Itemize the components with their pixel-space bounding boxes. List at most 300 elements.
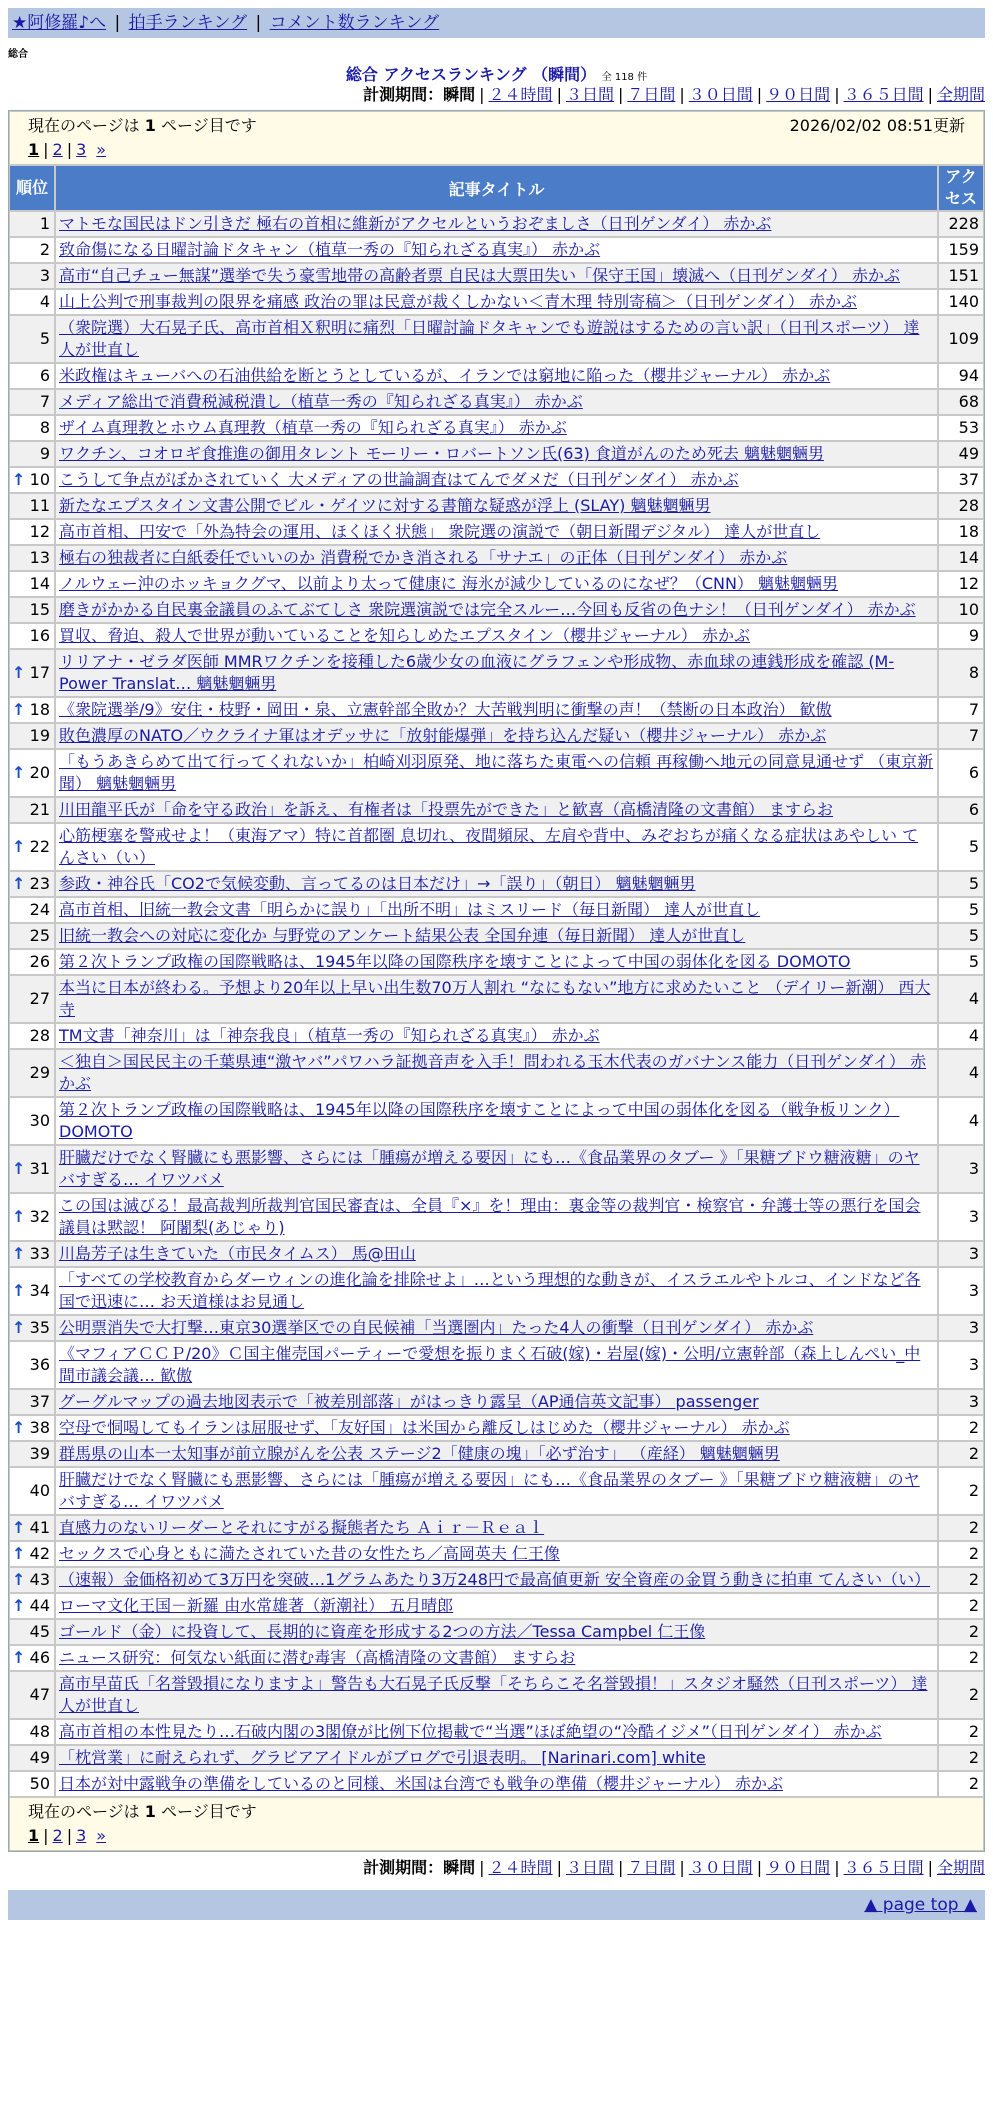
rank-up-arrow-icon: ↑ (12, 1596, 26, 1615)
rank-cell (9, 363, 55, 389)
rank-up-arrow-icon: ↑ (12, 700, 26, 719)
access-count: 2 (938, 1441, 984, 1467)
article-title-link[interactable]: 《マフィアＣＣＰ/20》Ｃ国主催売国パーティーで愛想を振りまく石破(嫁)・岩屋(嫁)・公明/立憲幹部（森上しんぺい_中間市議会議… 歓傲 (59, 1344, 921, 1385)
rank-cell (9, 949, 55, 975)
rank-number: 11 (29, 496, 50, 515)
article-title-link[interactable]: セックスで心身ともに満たされていた昔の女性たち／高岡英夫 仁王像 (59, 1544, 560, 1563)
rank-number: 27 (29, 989, 50, 1008)
ranking-title-text: 総合 アクセスランキング （瞬間） (345, 65, 597, 84)
rank-cell (9, 1097, 55, 1145)
article-title-link[interactable]: 肝臓だけでなく腎臓にも悪影響、さらには「腫瘍が増える要因」にも…《食品業界のタブー 》「果糖ブドウ糖液糖」のヤバすぎる… イワツバメ (59, 1148, 920, 1189)
comment-ranking-link[interactable]: コメント数ランキング (269, 13, 440, 33)
article-title-link[interactable]: （速報）金価格初めて3万円を突破…1グラムあたり3万248円で最高値更新 安全資産の金買う動きに拍車 てんさい（い） (59, 1570, 931, 1589)
title-cell (55, 923, 938, 949)
article-title-link[interactable]: 山上公判で刑事裁判の限界を痛感 政治の罪は民意が裁くしかない＜青木理 特別寄稿＞（日刊ゲンダイ） 赤かぶ (59, 292, 857, 311)
table-row (9, 797, 984, 823)
article-title-link[interactable]: グーグルマップの過去地図表示で「被差別部落」がはっきり露呈（AP通信英文記事） passenger (59, 1392, 759, 1411)
rank-cell (9, 749, 55, 797)
title-cell (55, 871, 938, 897)
rank-number: 8 (39, 418, 50, 437)
access-count: 3 (938, 1241, 984, 1267)
article-title-link[interactable]: 旧統一教会への対応に変化か 与野党のアンケート結果公表 全国弁連（毎日新聞） 達人が世直し (59, 926, 746, 945)
rank-up-arrow-icon: ↑ (12, 1207, 26, 1226)
rank-cell (9, 467, 55, 493)
rank-cell (9, 1593, 55, 1619)
rank-number: 44 (29, 1596, 50, 1615)
article-title-link[interactable]: 「枕営業」に耐えられず、グラビアアイドルがブログで引退表明。 [Narinari.com] white (59, 1748, 706, 1767)
access-count: 2 (938, 1745, 984, 1771)
pager-next-link[interactable]: » (96, 1826, 107, 1845)
table-row (9, 1771, 984, 1797)
rank-cell (9, 923, 55, 949)
rank-cell (9, 1567, 55, 1593)
article-title-link[interactable]: ワクチン、コオロギ食推進の御用タレント モーリー・ロバートソン氏(63) 食道がんのため死去 魑魅魍魎男 (59, 444, 824, 463)
rank-cell (9, 519, 55, 545)
title-cell (55, 289, 938, 315)
article-title-link[interactable]: マトモな国民はドン引きだ 極右の首相に維新がアクセルというおぞましさ（日刊ゲンダイ） 赤かぶ (59, 214, 772, 233)
nav-separator: | (114, 13, 121, 33)
title-cell (55, 493, 938, 519)
top-nav-bar (8, 8, 985, 38)
rank-number: 26 (29, 952, 50, 971)
rank-up-arrow-icon: ↑ (12, 470, 26, 489)
table-row (9, 545, 984, 571)
article-title-link[interactable]: 公明票消失で大打撃…東京30選挙区での自民候補「当選圏内」たった4人の衝撃（日刊ゲンダイ） 赤かぶ (59, 1318, 814, 1337)
period-separator: | (556, 85, 562, 104)
table-row (9, 571, 984, 597)
access-count: 2 (938, 1415, 984, 1441)
ranking-title (0, 62, 993, 85)
pager-separator: | (43, 140, 49, 159)
rank-cell (9, 1467, 55, 1515)
rank-number: 16 (29, 626, 50, 645)
access-count: 2 (938, 1619, 984, 1645)
table-row (9, 493, 984, 519)
access-count: 3 (938, 1315, 984, 1341)
article-title-link[interactable]: この国は滅びる！最高裁判所裁判官国民審査は、全員『×』を！理由：裏金等の裁判官・検察官・弁護士等の悪行を国会議員は黙認！ 阿闍梨(あじゃり) (59, 1196, 921, 1237)
home-link[interactable]: ★阿修羅♪へ (12, 13, 107, 33)
article-title-link[interactable]: （衆院選）大石晃子氏、高市首相Ｘ釈明に痛烈「日曜討論ドタキャンでも遊説はするための言い訳」（日刊スポーツ） 達人が世直し (59, 318, 920, 359)
rank-cell (9, 545, 55, 571)
rank-number: 49 (29, 1748, 50, 1767)
rank-cell (9, 1719, 55, 1745)
table-row (9, 1515, 984, 1541)
access-count: 3 (938, 1193, 984, 1241)
article-title-link[interactable]: ニュース研究：何気ない紙面に潜む毒害（高橋清隆の文書館） ますらお (59, 1648, 576, 1667)
article-title-link[interactable]: 「もうあきらめて出て行ってくれないか」柏崎刈羽原発、地に落ちた東電への信頼 再稼働へ地元の同意見通せず （東京新聞） 魑魅魍魎男 (59, 752, 934, 793)
rank-number: 20 (29, 763, 50, 782)
article-title-link[interactable]: ローマ文化王国－新羅 由水常雄著（新潮社） 五月晴郎 (59, 1596, 454, 1615)
rank-cell (9, 1049, 55, 1097)
period-separator: | (617, 1858, 624, 1877)
rank-cell (9, 1315, 55, 1341)
period-separator: | (927, 85, 933, 104)
article-title-link[interactable]: 心筋梗塞を警戒せよ！（東海アマ）特に首都圏 息切れ、夜間頻尿、左肩や背中、みぞおちが痛くなる症状はあやしい てんさい（い） (59, 826, 919, 867)
pager-page-link[interactable]: 2 (52, 140, 63, 159)
table-row (9, 289, 984, 315)
rank-cell (9, 897, 55, 923)
article-title-link[interactable]: ゴールド（金）に投資して、長期的に資産を形成する2つの方法／Tessa Campbel 仁王像 (59, 1622, 706, 1641)
table-row (9, 1049, 984, 1097)
title-column-header: 記事タイトル (55, 165, 938, 211)
rank-number: 50 (29, 1774, 50, 1793)
article-title-link[interactable]: 第２次トランプ政権の国際戦略は、1945年以降の国際秩序を壊すことによって中国の弱体化を図る DOMOTO (59, 952, 851, 971)
period-link[interactable]: ７日間 (627, 1858, 676, 1877)
pager-next-link[interactable]: » (96, 140, 107, 159)
title-cell (55, 623, 938, 649)
table-row (9, 923, 984, 949)
bottom-nav-bar (8, 1890, 985, 1920)
access-count: 109 (938, 315, 984, 363)
article-title-link[interactable]: ノルウェー沖のホッキョクグマ、以前より太って健康に 海氷が減少しているのになぜ？（CNN） 魑魅魍魎男 (59, 574, 839, 593)
period-separator: | (679, 85, 685, 104)
table-row (9, 1241, 984, 1267)
pager-page-link[interactable]: 2 (52, 1826, 63, 1845)
title-cell (55, 897, 938, 923)
title-cell (55, 723, 938, 749)
table-row (9, 467, 984, 493)
period-link[interactable]: ７日間 (627, 85, 676, 104)
table-row (9, 723, 984, 749)
table-row (9, 389, 984, 415)
title-cell (55, 1415, 938, 1441)
table-row (9, 363, 984, 389)
rank-number: 18 (29, 700, 50, 719)
rank-cell (9, 797, 55, 823)
pager-current-page: 1 (28, 140, 40, 159)
page-info-bottom (9, 1797, 984, 1851)
rank-up-arrow-icon: ↑ (12, 1518, 26, 1537)
table-row (9, 1023, 984, 1049)
table-row (9, 1415, 984, 1441)
rank-number: 1 (39, 214, 50, 233)
article-title-link[interactable]: 高市早苗氏「名誉毀損になりますよ」警告も大石晃子氏反撃「そちらこそ名誉毀損！」スタジオ騒然（日刊スポーツ） 達人が世直し (59, 1674, 928, 1715)
applause-ranking-link[interactable]: 拍手ランキング (128, 13, 248, 33)
title-cell (55, 211, 938, 237)
access-count: 2 (938, 1771, 984, 1797)
title-cell (55, 1541, 938, 1567)
title-cell (55, 1441, 938, 1467)
article-title-link[interactable]: 高市首相の本性見たり…石破内閣の3閣僚が比例下位掲載で“当選”ほぼ絶望の“冷酷イジメ”（日刊ゲンダイ） 赤かぶ (59, 1722, 882, 1741)
pager-page-link[interactable]: 3 (76, 1826, 87, 1845)
access-count: 12 (938, 571, 984, 597)
title-cell (55, 1049, 938, 1097)
table-row (9, 1441, 984, 1467)
rank-cell (9, 1515, 55, 1541)
category-label: 総合 (8, 49, 28, 60)
table-row (9, 315, 984, 363)
period-label: 計測期間： (363, 1858, 444, 1877)
title-cell (55, 263, 938, 289)
table-row (9, 1645, 984, 1671)
rank-number: 33 (29, 1244, 50, 1263)
table-row (9, 1671, 984, 1719)
rank-up-arrow-icon: ↑ (12, 1318, 26, 1337)
article-title-link[interactable]: 群馬県の山本一太知事が前立腺がんを公表 ステージ2「健康の塊」「必ず治す」 （産経） 魑魅魍魎男 (59, 1444, 780, 1463)
title-cell (55, 597, 938, 623)
title-cell (55, 1619, 938, 1645)
title-cell (55, 949, 938, 975)
access-count: 4 (938, 1097, 984, 1145)
access-count: 18 (938, 519, 984, 545)
rank-number: 9 (39, 444, 50, 463)
title-cell (55, 415, 938, 441)
article-title-link[interactable]: 高市首相、円安で「外為特会の運用、ほくほく状態」 衆院選の演説で（朝日新聞デジタル） 達人が世直し (59, 522, 821, 541)
table-row (9, 1315, 984, 1341)
article-title-link[interactable]: リリアナ・ゼラダ医師 MMRワクチンを接種した6歳少女の血液にグラフェンや形成物、赤血球の連銭形成を確認 (M-Power Translat… 魑魅魍魎男 (59, 652, 895, 693)
period-separator: | (679, 1858, 685, 1877)
period-selector-top (363, 85, 985, 105)
article-title-link[interactable]: 磨きがかかる自民裏金議員のふてぶてしさ 衆院選演説では完全スルー…今回も反省の色ナシ！（日刊ゲンダイ） 赤かぶ (59, 600, 916, 619)
rank-cell (9, 597, 55, 623)
table-row (9, 441, 984, 467)
rank-column-header: 順位 (9, 165, 55, 211)
period-link[interactable]: ２４時間 (488, 85, 553, 104)
rank-number: 6 (39, 366, 50, 385)
table-row (9, 897, 984, 923)
title-cell (55, 441, 938, 467)
period-separator: | (556, 1858, 562, 1877)
title-cell (55, 1515, 938, 1541)
rank-number: 41 (29, 1518, 50, 1537)
rank-cell (9, 1267, 55, 1315)
period-link[interactable]: 全期間 (936, 85, 985, 104)
article-title-link[interactable]: 川島芳子は生きていた（市民タイムス） 馬@田山 (59, 1244, 416, 1263)
article-title-link[interactable]: こうして争点がぼかされていく 大メディアの世論調査はてんでダメだ（日刊ゲンダイ） 赤かぶ (59, 470, 739, 489)
rank-number: 21 (29, 800, 50, 819)
page-status-text: 現在のページは 1 ページ目です (28, 1802, 257, 1821)
rank-number: 31 (29, 1159, 50, 1178)
table-row (9, 1619, 984, 1645)
article-title-link[interactable]: 「すべての学校教育からダーウィンの進化論を排除せよ」…という理想的な動きが、イスラエルやトルコ、インドなど各国で迅速に… お天道様はお見通し (59, 1270, 921, 1311)
rank-cell (9, 1619, 55, 1645)
title-cell (55, 1567, 938, 1593)
article-title-link[interactable]: 川田龍平氏が「命を守る政治」を訴え、有権者は「投票先ができた」と歓喜（高橋清隆の文書館） ますらお (59, 800, 834, 819)
article-title-link[interactable]: 新たなエプスタイン文書公開でビル・ゲイツに対する書簡な疑惑が浮上 (SLAY) 魑魅魍魎男 (59, 496, 711, 515)
rank-cell (9, 871, 55, 897)
rank-cell (9, 697, 55, 723)
rank-cell (9, 1441, 55, 1467)
period-link[interactable]: ３０日間 (688, 1858, 753, 1877)
rank-up-arrow-icon: ↑ (12, 1648, 26, 1667)
rank-number: 29 (29, 1063, 50, 1082)
article-title-link[interactable]: 第２次トランプ政権の国際戦略は、1945年以降の国際秩序を壊すことによって中国の弱体化を図る（戦争板リンク） DOMOTO (59, 1100, 900, 1141)
table-row (9, 823, 984, 871)
rank-cell (9, 263, 55, 289)
rank-up-arrow-icon: ↑ (12, 1418, 26, 1437)
table-row (9, 949, 984, 975)
rank-cell (9, 211, 55, 237)
title-cell (55, 1671, 938, 1719)
period-current: 瞬間 (443, 1858, 476, 1877)
title-cell (55, 1389, 938, 1415)
access-count: 140 (938, 289, 984, 315)
rank-cell (9, 1771, 55, 1797)
access-count: 4 (938, 1023, 984, 1049)
table-row (9, 519, 984, 545)
article-title-link[interactable]: TM文書「神奈川」は「神奈我良」（植草一秀の『知られざる真実』） 赤かぶ (59, 1026, 600, 1045)
title-cell (55, 749, 938, 797)
access-count: 68 (938, 389, 984, 415)
rank-number: 48 (29, 1722, 50, 1741)
period-link[interactable]: ３０日間 (688, 85, 753, 104)
access-count: 5 (938, 897, 984, 923)
total-count: 全 118 件 (601, 72, 648, 83)
page-top-link[interactable]: ▲ page top ▲ (864, 1895, 977, 1915)
article-title-link[interactable]: 日本が対中露戦争の準備をしているのと同様、米国は台湾でも戦争の準備（櫻井ジャーナル） 赤かぶ (59, 1774, 783, 1793)
rank-number: 46 (29, 1648, 50, 1667)
article-title-link[interactable]: メディア総出で消費税減税潰し（植草一秀の『知られざる真実』） 赤かぶ (59, 392, 583, 411)
rank-number: 23 (29, 874, 50, 893)
article-title-link[interactable]: 高市首相、旧統一教会文書「明らかに誤り」「出所不明」はミスリード（毎日新聞） 達人が世直し (59, 900, 761, 919)
title-cell (55, 797, 938, 823)
article-title-link[interactable]: 参政・神谷氏「CO2で気候変動、言ってるのは日本だけ」→「誤り」（朝日） 魑魅魍魎男 (59, 874, 696, 893)
access-count: 4 (938, 975, 984, 1023)
period-link[interactable]: ９０日間 (766, 85, 831, 104)
access-count: 3 (938, 1267, 984, 1315)
title-cell (55, 823, 938, 871)
period-selector-bottom (363, 1858, 985, 1878)
title-cell (55, 1315, 938, 1341)
access-count: 6 (938, 749, 984, 797)
period-link[interactable]: ３日間 (565, 1858, 614, 1877)
rank-cell (9, 823, 55, 871)
table-row (9, 649, 984, 697)
title-cell (55, 1145, 938, 1193)
table-row (9, 1193, 984, 1241)
table-row (9, 597, 984, 623)
period-separator: | (479, 85, 485, 104)
access-count: 3 (938, 1341, 984, 1389)
updated-timestamp: 2026/02/02 08:51更新 (789, 116, 965, 135)
title-cell (55, 1645, 938, 1671)
rank-number: 24 (29, 900, 50, 919)
period-separator: | (617, 85, 624, 104)
rank-cell (9, 1541, 55, 1567)
page-info-top (9, 111, 984, 165)
rank-number: 15 (29, 600, 50, 619)
article-title-link[interactable]: ＜独自＞国民民主の千葉県連“激ヤバ”パワハラ証拠音声を入手！問われる玉木代表のガバナンス能力（日刊ゲンダイ） 赤かぶ (59, 1052, 927, 1093)
access-count: 2 (938, 1515, 984, 1541)
title-cell (55, 1193, 938, 1241)
access-count: 4 (938, 1049, 984, 1097)
period-separator: | (756, 1858, 763, 1877)
title-cell (55, 1097, 938, 1145)
article-title-link[interactable]: 敗色濃厚のNATO／ウクライナ軍はオデッサに「放射能爆弾」を持ち込んだ疑い（櫻井ジャーナル） 赤かぶ (59, 726, 827, 745)
title-cell (55, 519, 938, 545)
rank-number: 36 (29, 1355, 50, 1374)
article-title-link[interactable]: 《衆院選挙/9》安住・枝野・岡田・泉、立憲幹部全敗か？大苦戦判明に衝撃の声！（禁断の日本政治） 歓傲 (59, 700, 832, 719)
access-count: 9 (938, 623, 984, 649)
rank-number: 39 (29, 1444, 50, 1463)
rank-cell (9, 1341, 55, 1389)
rank-up-arrow-icon: ↑ (12, 837, 26, 856)
rank-cell (9, 493, 55, 519)
access-count: 228 (938, 211, 984, 237)
rank-number: 43 (29, 1570, 50, 1589)
pager-current-page: 1 (28, 1826, 40, 1845)
period-separator: | (479, 1858, 485, 1877)
rank-number: 22 (29, 837, 50, 856)
rank-cell (9, 571, 55, 597)
article-title-link[interactable]: 買収、脅迫、殺人で世界が動いていることを知らしめたエプスタイン（櫻井ジャーナル） 赤かぶ (59, 626, 751, 645)
rank-number: 37 (29, 1392, 50, 1411)
title-cell (55, 389, 938, 415)
table-row (9, 1467, 984, 1515)
article-title-link[interactable]: 米政権はキューバへの石油供給を断とうとしているが、イランでは窮地に陥った（櫻井ジャーナル） 赤かぶ (59, 366, 831, 385)
ranking-table (8, 110, 985, 1852)
access-count: 7 (938, 723, 984, 749)
title-cell (55, 1267, 938, 1315)
access-count: 53 (938, 415, 984, 441)
period-link[interactable]: 全期間 (936, 1858, 985, 1877)
rank-cell (9, 649, 55, 697)
rank-number: 42 (29, 1544, 50, 1563)
period-link[interactable]: ３６５日間 (843, 1858, 924, 1877)
access-count: 5 (938, 871, 984, 897)
access-count: 8 (938, 649, 984, 697)
rank-number: 19 (29, 726, 50, 745)
title-cell (55, 697, 938, 723)
table-row (9, 1567, 984, 1593)
rank-cell (9, 1145, 55, 1193)
article-title-link[interactable]: 直感力のないリーダーとそれにすがる擬態者たち Ａｉｒ－Ｒｅａｌ (59, 1518, 545, 1537)
rank-number: 47 (29, 1685, 50, 1704)
rank-up-arrow-icon: ↑ (12, 663, 26, 682)
table-row (9, 1341, 984, 1389)
table-row (9, 415, 984, 441)
title-cell (55, 1241, 938, 1267)
rank-number: 32 (29, 1207, 50, 1226)
table-row (9, 697, 984, 723)
access-count: 10 (938, 597, 984, 623)
access-count: 5 (938, 923, 984, 949)
article-title-link[interactable]: 極右の独裁者に白紙委任でいいのか 消費税でかき消される「サナエ」の正体（日刊ゲンダイ） 赤かぶ (59, 548, 788, 567)
table-header (9, 165, 984, 211)
title-cell (55, 1771, 938, 1797)
access-count: 6 (938, 797, 984, 823)
title-cell (55, 571, 938, 597)
access-count: 2 (938, 1719, 984, 1745)
table-row (9, 1267, 984, 1315)
article-title-link[interactable]: 高市“自己チュー無謀”選挙で失う豪雪地帯の高齢者票 自民は大票田失い「保守王国」壊滅へ（日刊ゲンダイ） 赤かぶ (59, 266, 900, 285)
period-link[interactable]: ２４時間 (488, 1858, 553, 1877)
access-count: 2 (938, 1593, 984, 1619)
table-row (9, 1541, 984, 1567)
article-title-link[interactable]: 本当に日本が終わる。予想より20年以上早い出生数70万人割れ “なにもない”地方に求めたいこと （デイリー新潮） 西大寺 (59, 978, 931, 1019)
title-cell (55, 1745, 938, 1771)
access-count: 37 (938, 467, 984, 493)
period-link[interactable]: ３日間 (565, 85, 614, 104)
period-link[interactable]: ３６５日間 (843, 85, 924, 104)
title-cell (55, 1023, 938, 1049)
period-separator: | (834, 85, 840, 104)
article-title-link[interactable]: 肝臓だけでなく腎臓にも悪影響、さらには「腫瘍が増える要因」にも…《食品業界のタブー 》「果糖ブドウ糖液糖」のヤバすぎる… イワツバメ (59, 1470, 920, 1511)
rank-cell (9, 975, 55, 1023)
pager-page-link[interactable]: 3 (76, 140, 87, 159)
period-separator: | (756, 85, 763, 104)
article-title-link[interactable]: 空母で恫喝してもイランは屈服せず、「友好国」は米国から離反しはじめた（櫻井ジャーナル） 赤かぶ (59, 1418, 790, 1437)
article-title-link[interactable]: 致命傷になる日曜討論ドタキャン（植草一秀の『知られざる真実』） 赤かぶ (59, 240, 601, 259)
rank-cell (9, 723, 55, 749)
title-cell (55, 975, 938, 1023)
period-link[interactable]: ９０日間 (766, 1858, 831, 1877)
pager-bottom (28, 1824, 965, 1848)
article-title-link[interactable]: ザイム真理教とホウム真理教（植草一秀の『知られざる真実』） 赤かぶ (59, 418, 567, 437)
rank-number: 2 (39, 240, 50, 259)
table-row (9, 1745, 984, 1771)
pager-separator: | (66, 140, 73, 159)
